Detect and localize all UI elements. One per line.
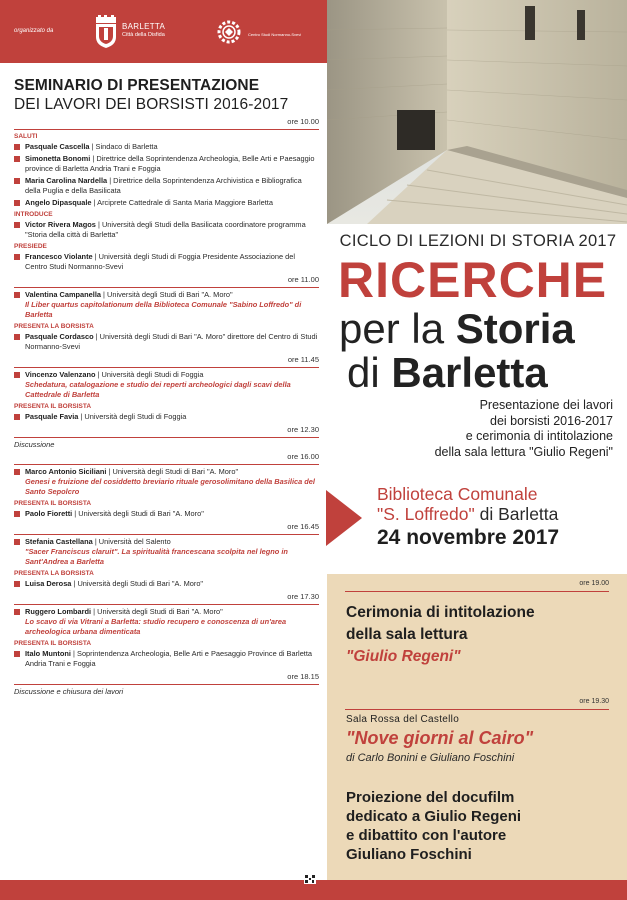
list-item bbox=[14, 142, 319, 152]
speaker-name: Pasquale Cascella bbox=[25, 142, 90, 151]
ceremony-line: della sala lettura bbox=[346, 626, 468, 643]
description-line: della sala lettura "Giulio Regeni" bbox=[434, 444, 613, 459]
main-title-line3 bbox=[347, 349, 548, 396]
talk-title: "Sacer Franciscus claruit". La spiritualità francescana scolpita nel legno in Sant'Andrea a Barletta bbox=[25, 547, 288, 566]
speaker-name: Marco Antonio Siciliani bbox=[25, 467, 107, 476]
list-item bbox=[14, 220, 319, 240]
speaker-role: | Arciprete Cattedrale di Santa Maria Maggiore Barletta bbox=[91, 198, 273, 207]
speaker-role: | Università degli Studi di Bari "A. Moro" direttore del Centro di Studi Normanno-Svevi bbox=[25, 332, 318, 351]
list-item bbox=[14, 370, 319, 400]
speaker-name: Simonetta Bonomi bbox=[25, 154, 91, 163]
time-label: ore 11.00 bbox=[287, 275, 319, 284]
list-item bbox=[14, 252, 319, 272]
bullet-square-icon bbox=[14, 156, 20, 162]
speaker-role: | Università degli Studi di Bari "A. Moro" bbox=[106, 467, 239, 476]
venue-arrow-icon bbox=[326, 490, 362, 546]
ceremony-title bbox=[346, 602, 535, 668]
speaker-name: Maria Carolina Nardella bbox=[25, 176, 108, 185]
talk-title: Lo scavo di via Vitrani a Barletta: studio recupero e conoscenza di un'area archeologica urbana dimenticata bbox=[25, 617, 287, 636]
bullet-square-icon bbox=[14, 254, 20, 260]
seminar-program bbox=[14, 76, 319, 696]
time-1000 bbox=[14, 118, 319, 130]
speaker-role: | Università degli Studi della Basilicata coordinatore programma "Storia della città di Barletta" bbox=[25, 220, 306, 239]
main-title-line2 bbox=[339, 305, 575, 352]
speaker-name: Luisa Derosa bbox=[25, 579, 72, 588]
section-presenter: PRESENTA IL BORSISTA bbox=[14, 640, 92, 647]
list-item bbox=[14, 509, 319, 519]
section-introduce: INTRODUCE bbox=[14, 211, 53, 218]
list-item bbox=[14, 412, 319, 422]
speaker-role: | Sindaco di Barletta bbox=[89, 142, 158, 151]
speaker-role: | Soprintendenza Archeologia, Belle Arti e Paesaggio Province di Barletta Andria Trani e Foggia bbox=[25, 649, 313, 668]
speaker-role: | Università degli Studi di Foggia bbox=[95, 370, 204, 379]
bullet-square-icon bbox=[14, 511, 20, 517]
venue-line2: "S. Loffredo" bbox=[377, 504, 475, 524]
speaker-role: | Università degli Studi di Foggia bbox=[78, 412, 187, 421]
title-barletta: Barletta bbox=[391, 349, 548, 396]
city-subtitle: Città della Disfida bbox=[122, 32, 165, 38]
time-label: ore 11.45 bbox=[287, 355, 319, 364]
series-title: CICLO DI LEZIONI DI STORIA 2017 bbox=[339, 232, 617, 250]
list-item bbox=[14, 176, 319, 196]
seminar-title-line1: SEMINARIO DI PRESENTAZIONE bbox=[14, 77, 260, 94]
castle-room: Sala Rossa del Castello bbox=[346, 714, 460, 725]
bullet-square-icon bbox=[14, 539, 20, 545]
closing-label: Discussione e chiusura dei lavori bbox=[14, 687, 124, 696]
talk-title: Schedatura, catalogazione e studio dei reperti archeologici dagli scavi della Cattedrale di Barletta bbox=[25, 380, 291, 399]
venue-name bbox=[377, 484, 558, 524]
speaker-name: Ruggero Lombardi bbox=[25, 607, 92, 616]
bullet-square-icon bbox=[14, 222, 20, 228]
time-label: ore 16.45 bbox=[287, 522, 319, 531]
description-line: dei borsisti 2016-2017 bbox=[490, 413, 613, 428]
description-line: e cerimonia di intitolazione bbox=[465, 429, 613, 443]
time-label: ore 17.30 bbox=[287, 592, 319, 601]
speaker-name: Pasquale Favia bbox=[25, 412, 79, 421]
bullet-square-icon bbox=[14, 334, 20, 340]
screening-line: dedicato a Giulio Regeni bbox=[346, 808, 522, 825]
discussion-label: Discussione bbox=[14, 440, 55, 449]
list-item bbox=[14, 467, 319, 497]
qr-code-icon bbox=[304, 874, 316, 884]
list-item bbox=[14, 579, 319, 589]
screening-description bbox=[346, 788, 521, 864]
city-crest-icon bbox=[94, 15, 118, 49]
event-date: 24 novembre 2017 bbox=[377, 526, 560, 549]
list-item bbox=[14, 198, 319, 208]
talk-title: Genesi e fruizione del cosiddetto breviario rituale gerosolimitano della Basilica del Santo Sepolcro bbox=[25, 477, 315, 496]
castle-photo bbox=[327, 0, 627, 224]
header-band bbox=[0, 0, 327, 63]
speaker-role: | Università degli Studi di Bari "A. Moro" bbox=[91, 607, 223, 616]
bullet-square-icon bbox=[14, 651, 20, 657]
study-center-logo-icon bbox=[215, 18, 243, 46]
bullet-square-icon bbox=[14, 469, 20, 475]
time-label: ore 19.00 bbox=[579, 580, 609, 587]
bullet-square-icon bbox=[14, 292, 20, 298]
speaker-name: Paolo Fioretti bbox=[25, 509, 73, 518]
speaker-role: | Università degli Studi di Bari "A. Moro" bbox=[71, 579, 204, 588]
speaker-name: Valentina Campanella bbox=[25, 290, 101, 299]
section-presiede: PRESIEDE bbox=[14, 243, 47, 250]
screening-line: e dibattito con l'autore bbox=[346, 827, 507, 844]
speaker-name: Francesco Violante bbox=[25, 252, 93, 261]
seminar-title-line2: DEI LAVORI DEI BORSISTI 2016-2017 bbox=[14, 96, 289, 113]
description-line: Presentazione dei lavori bbox=[479, 398, 613, 412]
time-label: ore 19.30 bbox=[579, 698, 609, 705]
event-description bbox=[323, 398, 613, 460]
bullet-square-icon bbox=[14, 609, 20, 615]
speaker-name: Victor Rivera Magos bbox=[25, 220, 96, 229]
list-item bbox=[14, 649, 319, 669]
speaker-name: Pasquale Cordasco bbox=[25, 332, 94, 341]
speaker-role: | Direttrice della Soprintendenza Archivistica e Bibliografica della Puglia e della Basilicata bbox=[25, 176, 302, 195]
speaker-role: | Direttrice della Soprintendenza Archeologia, Belle Arti e Paesaggio province di Barletta Andria Trani e Foggia bbox=[25, 154, 315, 173]
bullet-square-icon bbox=[14, 581, 20, 587]
time-label: ore 12.30 bbox=[287, 425, 319, 434]
title-storia: Storia bbox=[455, 305, 575, 352]
talk-title: Il Liber quartus capitolationum della Biblioteca Comunale "Sabino Loffredo" di Barletta bbox=[25, 300, 302, 319]
film-title: "Nove giorni al Cairo" bbox=[346, 728, 534, 748]
time-1100 bbox=[14, 276, 319, 288]
section-presenter: PRESENTA LA BORSISTA bbox=[14, 570, 94, 577]
time-1230 bbox=[14, 426, 319, 438]
bullet-square-icon bbox=[14, 200, 20, 206]
bullet-square-icon bbox=[14, 178, 20, 184]
bullet-square-icon bbox=[14, 144, 20, 150]
bullet-square-icon bbox=[14, 414, 20, 420]
list-item bbox=[14, 154, 319, 174]
speaker-name: Angelo Dipasquale bbox=[25, 198, 92, 207]
time-1900 bbox=[345, 582, 609, 592]
time-1645 bbox=[14, 523, 319, 535]
screening-line: Giuliano Foschini bbox=[346, 846, 472, 863]
speaker-role: | Università degli Studi di Bari "A. Moro" bbox=[101, 290, 233, 299]
speaker-role: | Università degli Studi di Bari "A. Moro" bbox=[72, 509, 204, 518]
speaker-role: | Università degli Studi di Foggia Presidente Associazione del Centro Studi Normanno-Svevi bbox=[25, 252, 296, 271]
time-1600 bbox=[14, 453, 319, 465]
list-item bbox=[14, 537, 319, 567]
list-item bbox=[14, 332, 319, 352]
venue-line1: Biblioteca Comunale bbox=[377, 484, 538, 504]
main-title-ricerche: RICERCHE bbox=[338, 252, 608, 308]
speaker-name: Stefania Castellana bbox=[25, 537, 93, 546]
speaker-role: | Università del Salento bbox=[92, 537, 171, 546]
speaker-name: Vincenzo Valenzano bbox=[25, 370, 96, 379]
time-label: ore 18.15 bbox=[287, 672, 319, 681]
ceremony-line: Cerimonia di intitolazione bbox=[346, 604, 535, 621]
title-per-la: per la bbox=[339, 305, 456, 352]
section-presenter: PRESENTA IL BORSISTA bbox=[14, 403, 92, 410]
list-item bbox=[14, 607, 319, 637]
time-label: ore 10.00 bbox=[287, 117, 319, 126]
section-presenter: PRESENTA LA BORSISTA bbox=[14, 323, 94, 330]
screening-line: Proiezione del docufilm bbox=[346, 789, 515, 806]
time-1730 bbox=[14, 593, 319, 605]
speaker-name: Italo Muntoni bbox=[25, 649, 71, 658]
study-center-label: Centro Studi Normanno-Svevi bbox=[248, 32, 302, 37]
list-item bbox=[14, 290, 319, 320]
venue-city: di Barletta bbox=[474, 504, 559, 524]
time-1815 bbox=[14, 673, 319, 685]
ceremony-room-name: "Giulio Regeni" bbox=[346, 648, 461, 665]
time-label: ore 16.00 bbox=[287, 452, 319, 461]
film-authors: di Carlo Bonini e Giuliano Foschini bbox=[346, 752, 515, 764]
organized-by-label: organizzato da bbox=[14, 28, 54, 34]
bullet-square-icon bbox=[14, 372, 20, 378]
city-name: BARLETTA bbox=[122, 22, 166, 31]
title-di: di bbox=[347, 349, 392, 396]
section-presenter: PRESENTA IL BORSISTA bbox=[14, 500, 92, 507]
time-1145 bbox=[14, 356, 319, 368]
section-saluti: SALUTI bbox=[14, 133, 38, 140]
time-1930 bbox=[345, 700, 609, 710]
